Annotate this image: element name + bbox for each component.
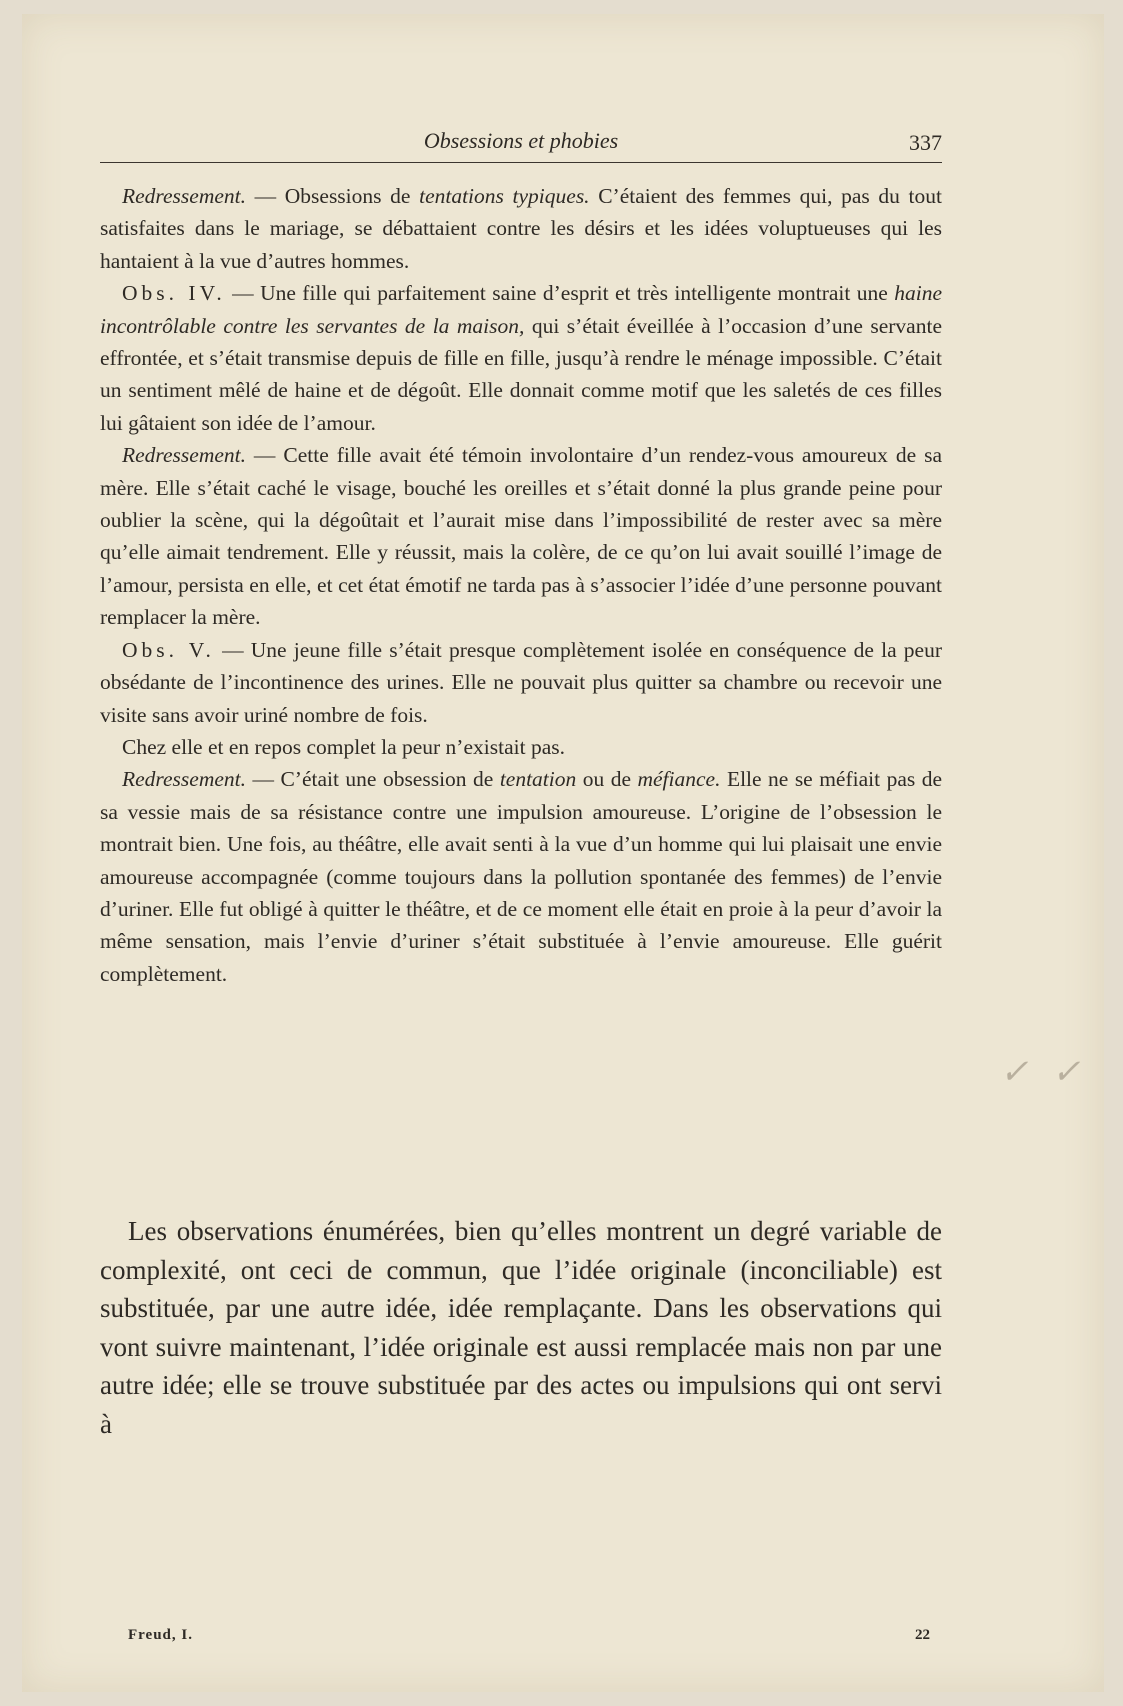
observation-label: Obs. IV. [122,281,226,306]
redressement-label: Redressement. [122,184,246,208]
page-number: 337 [909,130,942,155]
emphasis-text: tentation [499,767,577,792]
emphasis-text: méfiance. [637,767,721,792]
paragraph-redressement-2 [100,439,942,633]
paragraph-redressement-1 [100,180,942,277]
paragraph-text: — Une jeune fille s’était presque complètement isolée en conséquence de la peur obsédante de l’incontinence des urines. Elle ne pouvait plus quitter sa chambre ou recevoir une visite sans avoir uriné nombre de fois. [100,637,943,727]
redressement-label: Redressement. [122,767,246,792]
paragraph-text: — Une fille qui parfaitement saine d’esprit et très intelligente montrait une [225,281,895,306]
paragraph-chez-elle [100,731,942,763]
paragraph-text: qui s’était éveillée à l’occasion d’une servante effrontée, et s’était transmise depuis de fille en fille, jusqu’à rendre le ménage impossible. C’était un sentiment mêlé de haine et de dégoût. Elle donnait comme motif que les saletés de ces filles lui gâtaient son idée de l’amour. [100,313,942,435]
page-header [100,128,942,163]
pencil-check-mark: ✓ [1052,1054,1081,1091]
observation-label: Obs. V. [122,637,215,662]
body-text-large [100,1212,942,1443]
redressement-label: Redressement. [122,443,246,468]
paragraph-text: ou de [576,767,638,792]
emphasis-text: haine incontrôlable contre les servantes de la maison, [100,281,942,338]
sheet-number: 22 [915,1627,930,1643]
body-text-small [100,180,942,990]
signature-mark: Freud, I. [128,1627,193,1643]
paragraph-summary [100,1212,942,1443]
paragraph-text: Les observations énumérées, bien qu’elles montrent un degré variable de complexité, ont ceci de commun, que l’idée originale (inconciliable) est substituée, par une autre idée, idée remplaçante. Dans les observations qui vont suivre maintenant, l’idée originale est aussi remplacée mais non par une autre idée; elle se trouve substituée par des actes ou impulsions qui ont servi à [100,1216,942,1439]
paragraph-text: — Cette fille avait été témoin involontaire d’un rendez-vous amoureux de sa mère. Elle s’était caché le visage, bouché les oreilles et s’était donné la plus grande peine pour oublier la scène, qui la dégoûtait et l’aurait mise dans l’impossibilité de rester avec sa mère qu’elle aimait tendrement. Elle y réussit, mais la colère, de ce qu’on lui avait souillé l’image de l’amour, persista en elle, et cet état émotif ne tarda pas à s’associer l’idée d’une personne pouvant remplacer la mère. [100,443,942,630]
running-title: Obsessions et phobies [423,128,619,153]
paragraph-text: — Obsessions de [245,184,420,208]
emphasis-text: tentations typiques. [419,184,590,208]
paragraph-obs-v [100,634,942,731]
page-footer [100,1627,942,1651]
paragraph-text: — C’était une obsession de [245,767,500,792]
paragraph-redressement-3 [100,763,942,990]
paragraph-text: Elle ne se méfiait pas de sa vessie mais de sa résistance contre une impulsion amoureuse. L’origine de l’obsession le montrait bien. Une fois, au théâtre, elle avait senti à la vue d’un homme qui lui plaisait une envie amoureuse accompagnée (comme toujours dans la pollution spontanée des femmes) de l’envie d’uriner. Elle fut obligé à quitter le théâtre, et de ce moment elle était en proie à la peur d’avoir la même sensation, mais l’envie d’uriner s’était substituée à l’envie amoureuse. Elle guérit complètement. [100,767,942,986]
paragraph-obs-iv [100,277,942,439]
paragraph-text: C’étaient des femmes qui, pas du tout satisfaites dans le mariage, se débattaient contre les désirs et les idées voluptueuses qui les hantaient à la vue d’autres hommes. [100,184,942,273]
paragraph-text: Chez elle et en repos complet la peur n’existait pas. [122,734,565,759]
pencil-check-mark: ✓ [1000,1054,1029,1091]
